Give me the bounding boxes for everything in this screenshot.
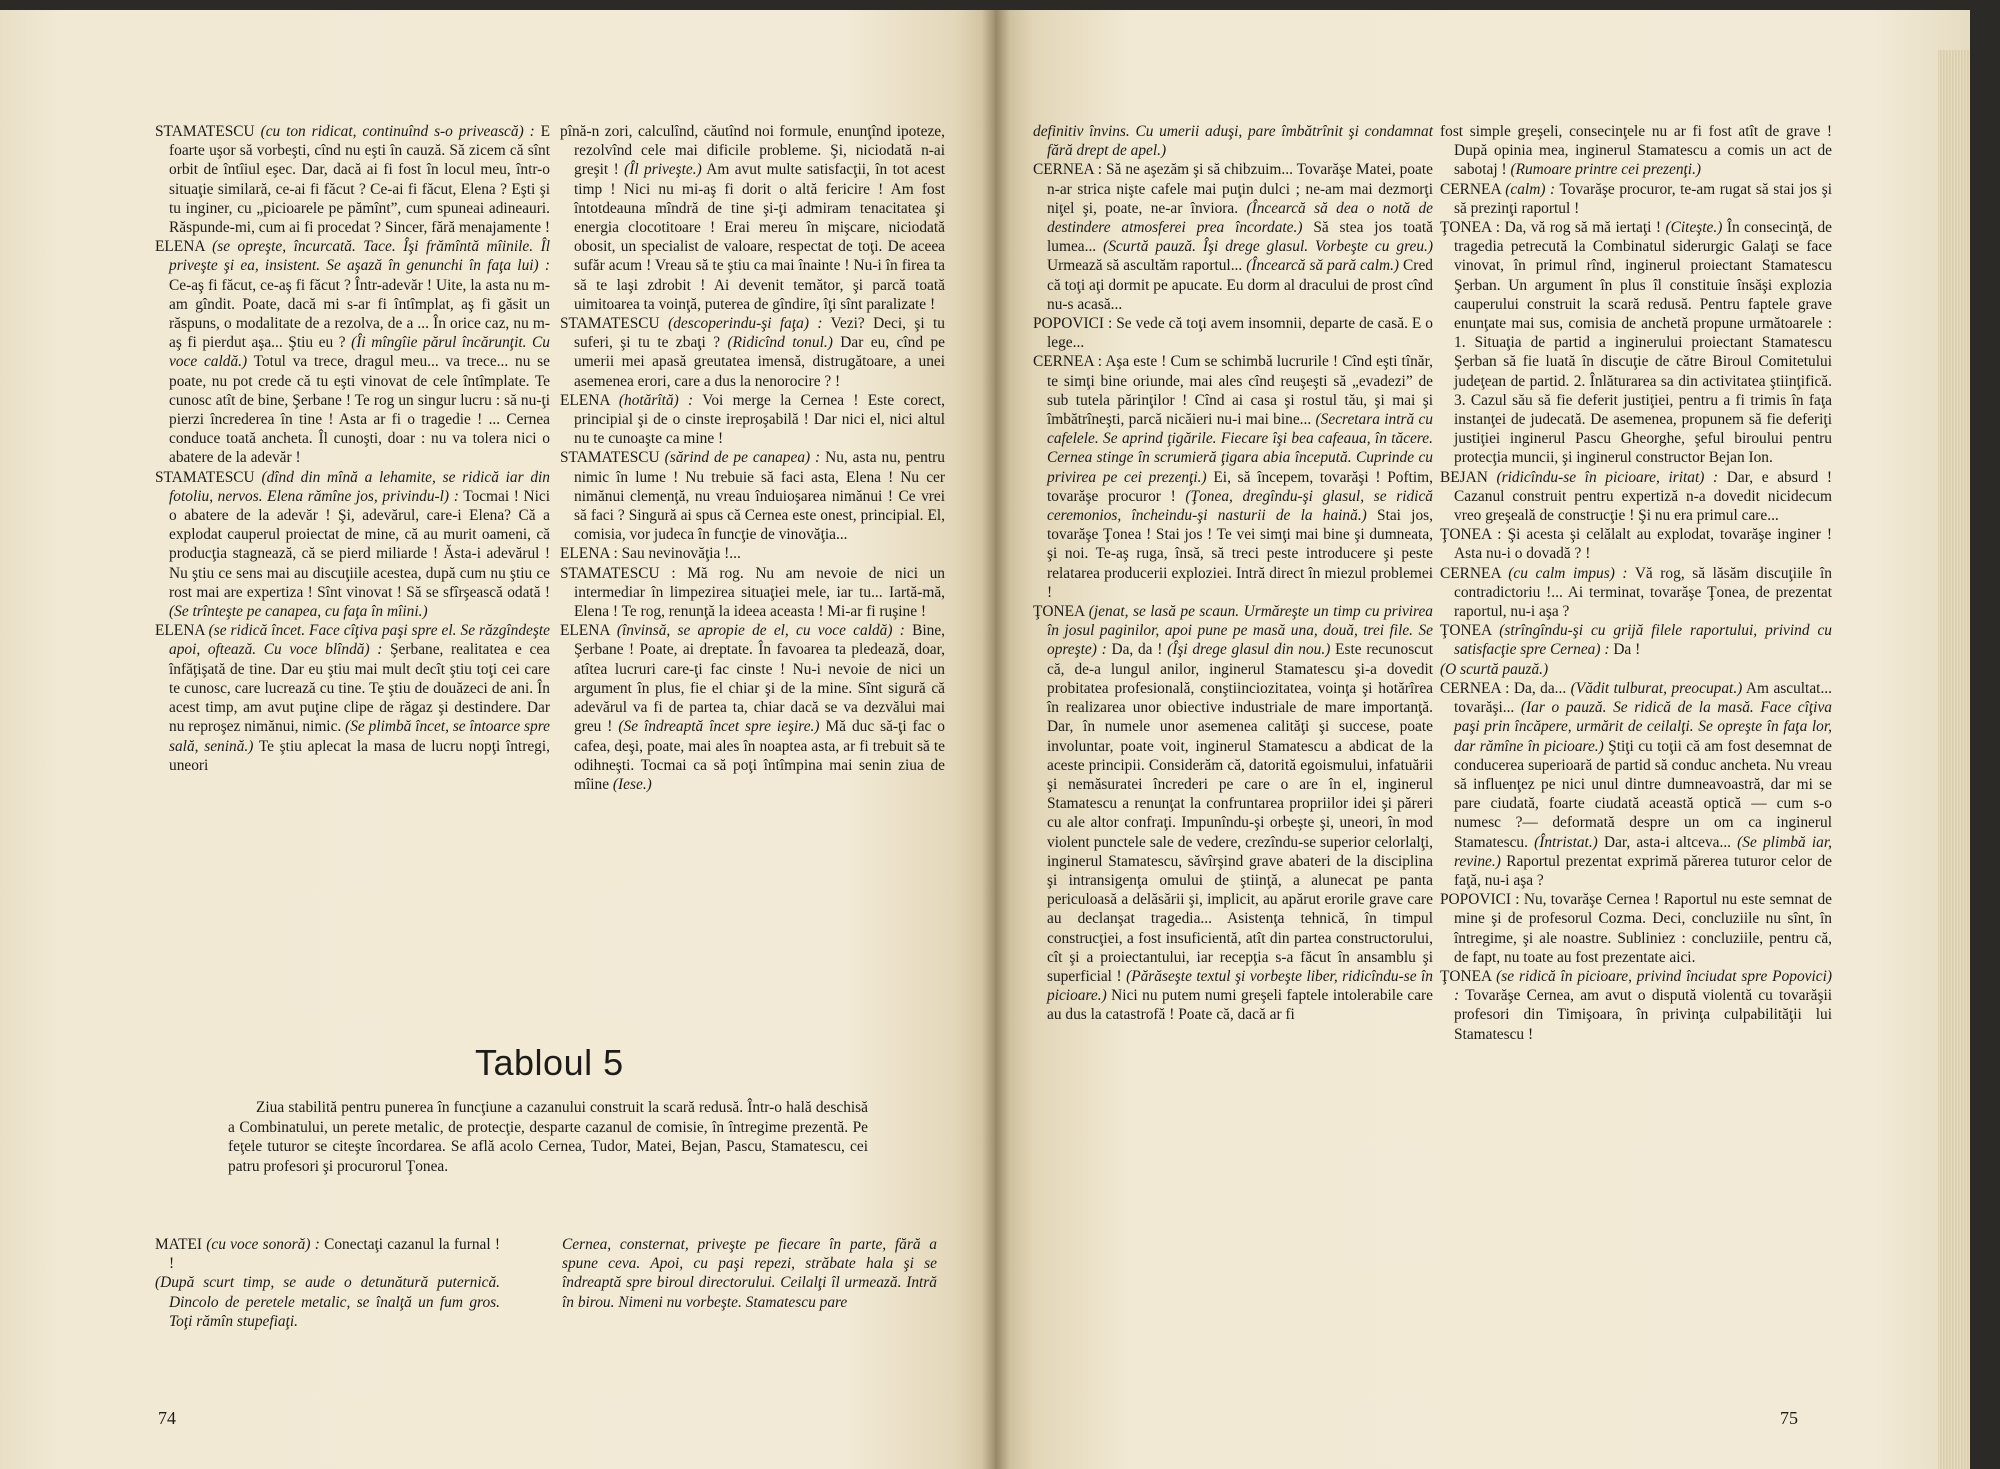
dialogue-paragraph bbox=[1033, 122, 1433, 160]
speaker-name: ELENA bbox=[155, 622, 205, 640]
dialogue-text: Ce-aş fi făcut, ce-aş fi făcut ? Într-adevăr ! Uite, la asta nu m-am gîndit. Poate, dacă mi s-ar fi întîmplat, aş fi găsit un răspuns, o modalitate de a rezolva, de a ... În orice caz, nu m-aş fi pierdut aşa... Ştiu eu ? bbox=[169, 276, 550, 352]
dialogue-paragraph bbox=[1440, 890, 1832, 967]
left-bottom-column-1 bbox=[155, 1235, 500, 1331]
tableau-title: Tabloul 5 bbox=[475, 1042, 624, 1083]
page-number-left: 74 bbox=[158, 1408, 176, 1428]
speaker-name: ŢONEA bbox=[1440, 967, 1492, 985]
dialogue-paragraph bbox=[1440, 564, 1832, 622]
dialogue-text: Dar eu, cînd pe umerii mei apasă greutatea imensă, distrugătoare, a unei asemenea erori, care a dus la nenorocire ? ! bbox=[574, 334, 945, 390]
dialogue-text: Totul va trece, dragul meu... va trece... nu se poate, nu pot crede că tu eşti vinovat de cele întîmplate. Te cunosc atît de bine, Şerbane ! Te rog un singur lucru : să nu-ţi pierzi încrederea în tine ! Asta ar fi o tragedie ! ... Cernea conduce toată ancheta. Îl cunoşti, doar : nu va tolera nici o abatere de la adevăr ! bbox=[169, 353, 550, 467]
dialogue-paragraph bbox=[1033, 352, 1433, 602]
dialogue-text: Tocmai ! Nici o abatere de la adevăr ! Şi, adevărul, care-i Elena? Că a explodat cauperul proiectat de mine, că au murit oameni, că producţia stagnează, că se pierd miliarde ! Ăsta-i adevărul ! Nu ştiu ce sens mai au discuţiile acestea, după cum nu ştiu ce rost mai are expertiza ! Sînt vinovat ! Să se sfîrşească odată ! bbox=[169, 487, 551, 601]
dialogue-paragraph bbox=[1033, 314, 1433, 352]
dialogue-text: Vezi? Deci, şi tu suferi, şi tu te zbaţi ? bbox=[574, 315, 946, 352]
stage-direction: (Citeşte.) bbox=[1665, 219, 1723, 237]
dialogue-text: Da, vă rog să mă iertaţi ! bbox=[1504, 219, 1662, 237]
dialogue-text: Să stea jos toată lumea... bbox=[1047, 219, 1433, 256]
dialogue-text: Te ştiu aplecat la masa de lucru nopţi întregi, uneori bbox=[169, 737, 550, 774]
stage-direction: (Întristat.) bbox=[1534, 833, 1598, 851]
stage-direction: : bbox=[671, 564, 676, 582]
stage-direction: (Părăseşte textul şi vorbeşte liber, ridicîndu-se în picioare.) bbox=[1047, 967, 1433, 1005]
dialogue-text: Ei, să începem, tovarăşi ! Poftim, tovarăşe procuror ! bbox=[1047, 468, 1433, 505]
dialogue-paragraph bbox=[155, 122, 550, 237]
dialogue-text: Mă rog. Nu am nevoie de nici un intermediar în limpezirea situaţiei mele, iar tu... Iartă-mă, Elena ! Te rog, renunţă la ideea aceasta ! Mi-ar fi ruşine ! bbox=[574, 564, 945, 621]
dialogue-text: Da ! bbox=[1613, 641, 1641, 659]
stage-direction: (hotărîtă) : bbox=[618, 391, 694, 409]
stage-direction: : bbox=[1505, 679, 1510, 697]
dialogue-text: Stai jos, tovarăşe Ţonea ! Stai jos ! Te vei simţi mai bine şi dumneata, şi noi. Te-aş ruga, însă, să treci peste introducere şi peste relatarea producerii exploziei. Intră direct în miezul problemei ! bbox=[1047, 507, 1433, 601]
dialogue-paragraph bbox=[1440, 525, 1832, 563]
speaker-name: STAMATESCU bbox=[560, 315, 660, 333]
stage-direction: definitiv învins. Cu umerii aduşi, pare îmbătrînit şi condamnat fără drept de apel.) bbox=[1033, 123, 1433, 160]
dialogue-text: Vă rog, să lăsăm discuţiile în contradictoriu !... Ai terminat, tovarăşe Ţonea, de prezentat raportul, nu-i aşa ? bbox=[1454, 564, 1832, 621]
dialogue-text: Mă duc să-ţi fac o cafea, deşi, poate, mai ales în noaptea asta, ar fi trebuit să te odihneşti. Tocmai ca să poţi întîmpina mai senin ziua de mîine bbox=[574, 718, 945, 793]
dialogue-paragraph bbox=[1440, 468, 1832, 526]
stage-direction: (Se trînteşte pe canapea, cu faţa în mîini.) bbox=[169, 603, 428, 621]
stage-direction: (cu calm impus) : bbox=[1508, 564, 1628, 582]
stage-direction: (Îl priveşte.) bbox=[624, 161, 702, 179]
dialogue-paragraph bbox=[155, 1273, 500, 1331]
stage-direction: (Rumoare printre cei prezenţi.) bbox=[1510, 161, 1702, 179]
stage-direction: (După scurt timp, se aude o detunătură puternică. Dincolo de peretele metalic, se înalţă un fum gros. Toţi rămîn stupefiaţi. bbox=[155, 1274, 500, 1330]
speaker-name: POPOVICI bbox=[1440, 891, 1511, 909]
left-page bbox=[0, 10, 995, 1469]
dialogue-text: În consecinţă, de tragedia petrecută la Combinatul siderurgic Galaţi se face vinovat, în primul rînd, inginerul proiectant Stamatescu Şerban. Un argument în plus îl constituie însăşi explozia cauperului construit la scară redusă. Pentru faptele grave enunţate mai sus, comisia de anchetă propune următoarele : 1. Situaţia de partid a inginerului proiectant Stamatescu Şerban să fie luată în discuţie de către Biroul Comitetului judeţean de partid. 2. Înlăturarea sa din activitatea ştiinţifică. 3. Cazul său să fie deferit justiţiei, pentru a fi trimis în faţa instanţei de judecată. De asemenea, propunem să fie deferiţi justiţiei inginerul Pascu Gheorghe, şeful biroului pentru protecţia muncii, şi inginerul constructor Bejan Ion. bbox=[1454, 219, 1832, 467]
speaker-name: STAMATESCU bbox=[155, 123, 255, 140]
dialogue-text: pînă-n zori, calculînd, căutînd noi formule, enunţînd ipoteze, rezolvînd cele mai dificile probleme. Şi, niciodată n-ai greşit ! bbox=[560, 123, 945, 179]
dialogue-text: Urmează să ascultăm raportul... bbox=[1047, 257, 1243, 275]
dialogue-paragraph bbox=[155, 237, 550, 467]
dialogue-text: Cred că toţi aţi dormit pe apucate. Eu dorm al dracului de prost cînd nu-s acasă... bbox=[1047, 257, 1433, 313]
page-edge bbox=[1938, 50, 1970, 1469]
stage-direction: : bbox=[1515, 891, 1520, 909]
stage-direction: (Îşi drege glasul din nou.) bbox=[1167, 641, 1331, 659]
stage-direction: (Încearcă să pară calm.) bbox=[1246, 257, 1400, 275]
stage-direction: Cernea, consternat, priveşte pe fiecare în parte, fără a spune ceva. Apoi, cu paşi repezi, străbate hala şi se îndreaptă spre biroul directorului. Ceilalţi îl urmează. Intră în birou. Nimeni nu vorbeşte. Stamatescu pare bbox=[562, 1236, 937, 1311]
stage-direction: (sărind de pe canapea) : bbox=[664, 449, 821, 467]
dialogue-text: Raportul prezentat exprimă părerea tuturor celor de faţă, nu-i aşa ? bbox=[1454, 852, 1832, 889]
dialogue-paragraph bbox=[1440, 122, 1832, 180]
stage-direction: (calm) : bbox=[1505, 180, 1556, 198]
dialogue-text: Bine, Şerbane ! Poate, ai dreptate. În favoarea ta pledează, doar, atîtea lucruri care-ţi fac cinste ! Nu-i nevoie de nici un argument în plus, fie el chiar şi de la mine. Sînt sigură că adevărul va fi de partea ta, chiar dacă se va dezvălui mai greu ! bbox=[574, 622, 945, 736]
dialogue-text: Am ascultat... tovarăşi... bbox=[1454, 679, 1832, 717]
dialogue-paragraph bbox=[560, 122, 945, 314]
stage-direction: (Încearcă să dea o notă de destindere atmosferei prea încordate.) bbox=[1047, 199, 1433, 237]
stage-direction: (Iar o pauză. Se ridică de la masă. Face cîţiva paşi prin încăpere, urmărit de ceilalţi. Se opreşte în faţa lor, dar rămîne în picioare.) bbox=[1454, 699, 1832, 755]
dialogue-text: Nu, tovarăşe Cernea ! Raportul nu este semnat de mine şi de profesorul Cozma. Deci, concluziile nu sînt, în întregime, şi ale noastre. Subliniez : concluziile, pentru că, de fapt, nu toate au fost prezentate aici. bbox=[1454, 891, 1832, 966]
stage-direction: : bbox=[1107, 315, 1113, 333]
dialogue-text: Da, da ! bbox=[1111, 641, 1163, 659]
dialogue-paragraph bbox=[560, 391, 945, 449]
stage-direction: (Scurtă pauză. Îşi drege glasul. Vorbeşte cu greu.) bbox=[1103, 238, 1433, 256]
left-column-1 bbox=[155, 122, 550, 775]
dialogue-text: Dar, e absurd ! Cazanul construit pentru expertiză n-a dovedit nicidecum vreo greşeală de construcţie ! Şi nu era primul care... bbox=[1454, 468, 1832, 525]
stage-direction: (Se îndreaptă încet spre ieşire.) bbox=[618, 718, 820, 736]
dialogue-text: Tovarăşe procuror, te-am rugat să stai jos şi să prezinţi raportul ! bbox=[1454, 180, 1832, 217]
stage-direction: (strîngîndu-şi cu grijă filele raportului, privind cu satisfacţie spre Cernea) : bbox=[1454, 622, 1832, 659]
dialogue-paragraph bbox=[155, 468, 550, 622]
left-column-2 bbox=[560, 122, 945, 794]
dialogue-text: Se vede că toţi avem insomnii, departe de casă. E o lege... bbox=[1047, 315, 1433, 352]
stage-direction: (Ridicînd tonul.) bbox=[727, 334, 833, 352]
stage-direction: (Ţonea, dregîndu-şi glasul, se ridică ceremonios, încheindu-şi nasturii de la haină.) bbox=[1047, 487, 1433, 525]
dialogue-paragraph bbox=[155, 621, 550, 775]
speaker-name: BEJAN bbox=[1440, 468, 1488, 486]
stage-direction: : bbox=[1097, 161, 1102, 179]
speaker-name: ŢONEA bbox=[1440, 622, 1492, 640]
dialogue-text: Ştiţi cu toţii că am fost desemnat de conducerea superioară de partid să conduc ancheta. Nu vreau să influenţez pe nici unul dintre dumneavoastră, dar mi se pare ciudată, foarte ciudată această optică — cum s-o numesc ?— deformată despre un om ca inginerul Stamatescu. bbox=[1454, 737, 1833, 851]
stage-direction: (Îi mîngîie părul încărunţit. Cu voce caldă.) bbox=[169, 334, 550, 371]
stage-direction: (cu voce sonoră) : bbox=[206, 1236, 320, 1253]
stage-direction: (O scurtă pauză.) bbox=[1440, 660, 1549, 678]
stage-direction: (ridicîndu-se în picioare, iritat) : bbox=[1496, 468, 1719, 486]
stage-direction: (cu ton ridicat, continuînd s-o privească) : bbox=[260, 123, 535, 140]
stage-direction: (se ridică în picioare, privind înciudat spre Popovici) : bbox=[1454, 967, 1832, 1005]
speaker-name: MATEI bbox=[155, 1236, 203, 1253]
speaker-name: STAMATESCU bbox=[560, 449, 660, 467]
dialogue-text: Să ne aşezăm şi să chibzuim... Tovarăşe Matei, poate n-ar strica nişte cafele mai puţin dulci ; ne-am mai dezmorţi niţel şi, poate, ne-ar înviora. bbox=[1047, 161, 1433, 217]
dialogue-text: Am avut multe satisfacţii, în tot acest timp ! Nici nu mi-aş fi dorit o altă fericire ! Am fost întotdeauna mîndră de tine şi-ţi admiram tenacitatea şi energia clocotitoare ! Erai mereu în mişcare, niciodată obosit, un specialist de valoare, respectat de toţi. De aceea sufăr acum ! Vreau să te ştiu ca mai înainte ! Nu-i în firea ta să te laşi zdrobit ! Ai devenit temător, şi parcă toată uimitoarea ta voinţă, puterea de gîndire, îţi sînt paralizate ! bbox=[574, 161, 945, 313]
stage-direction: (descoperindu-şi faţa) : bbox=[668, 315, 823, 333]
dialogue-text: E foarte uşor să vorbeşti, cînd nu eşti în cauză. Să zicem că sînt orbit de întîiul eşec. Dar, dacă ai fi fost în locul meu, într-o situaţie similară, ce-ai fi făcut ? Ce-ai fi făcut, Elena ? Eşti şi tu inginer, cu „picioarele pe pămînt”, cum spuneai adineauri. Răspunde-mi, cum ai fi procedat ? Sincer, fără menajamente ! bbox=[169, 123, 550, 237]
stage-direction: (se ridică încet. Face cîţiva paşi spre el. Se răzgîndeşte apoi, oftează. Cu voce blîndă) : bbox=[169, 622, 550, 659]
dialogue-text: Este recunoscut că, de-a lungul anilor, inginerul Stamatescu şi-a dovedit probitatea profesională, conştiinciozitatea, voinţa şi hotărîrea în realizarea unor obiective industriale de mare importanţă. Dar, în numele unor asemenea calităţi şi succese, poate involuntar, poate voit, inginerul Stamatescu a abdicat de la aceste principii. Considerăm că, datorită egoismului, infatuării şi nemăsuratei încrederi pe care o are în el, inginerul Stamatescu a renunţat la confruntarea propriilor idei şi păreri cu ale altor confraţi. Impunîndu-şi orbeşte şi, uneori, în mod violent punctele sale de vedere, crezîndu-se superior celorlalţi, inginerul Stamatescu, săvîrşind grave abateri de la disciplina şi intransigenţa omului de ştiinţă, a alunecat pe panta periculoasă a delăsării şi, implicit, au apărut erorile grave care au declanşat tragedia... Asistenţa tehnică, în timpul construcţiei, a fost insuficientă, atît din partea constructorului, cît şi a proiectantului, iar recepţia s-a făcut în ansamblu şi superficial ! bbox=[1047, 641, 1433, 985]
stage-direction: (jenat, se lasă pe scaun. Urmăreşte un timp cu privirea în josul paginilor, apoi pune pe masă una, două, trei file. Se opreşte) : bbox=[1047, 603, 1433, 659]
dialogue-paragraph bbox=[1440, 621, 1832, 659]
speaker-name: CERNEA bbox=[1033, 353, 1094, 371]
stage-direction: : bbox=[613, 545, 618, 563]
dialogue-text: Dar, asta-i altceva... bbox=[1603, 833, 1732, 851]
dialogue-text: fost simple greşeli, consecinţele nu ar fi fost atît de grave ! După opinia mea, inginerul Stamatescu a comis un act de sabotaj ! bbox=[1440, 123, 1832, 179]
dialogue-text: Tovarăşe Cernea, am avut o dispută violentă cu tovarăşii profesori din Timişoara, în privinţa culpabilităţii lui Stamatescu ! bbox=[1454, 987, 1832, 1043]
dialogue-text: Voi merge la Cernea ! Este corect, principial şi de o cinste ireproşabilă ! Dar nici el, nici altul nu te cunoaşte ca mine ! bbox=[574, 391, 945, 448]
speaker-name: ŢONEA bbox=[1440, 526, 1492, 544]
tableau-intro-text: Ziua stabilită pentru punerea în funcţiune a cazanului construit la scară redusă. Într-o hală deschisă a Combinatului, un perete metalic, de protecţie, desparte cazanul de comisie, în întregime prezentă. Pe feţele tuturor se citeşte încordarea. Se află acolo Cernea, Tudor, Matei, Bejan, Pascu, Stamatescu, cei patru profesori şi procurorul Ţonea. bbox=[228, 1099, 868, 1175]
speaker-name: CERNEA bbox=[1440, 180, 1501, 198]
page-number-right: 75 bbox=[1780, 1408, 1798, 1428]
speaker-name: CERNEA bbox=[1440, 679, 1501, 697]
dialogue-paragraph bbox=[1440, 660, 1832, 679]
right-column-1 bbox=[1033, 122, 1433, 1025]
speaker-name: STAMATESCU bbox=[155, 468, 255, 486]
stage-direction: : bbox=[1495, 219, 1501, 237]
speaker-name: ŢONEA bbox=[1440, 219, 1492, 237]
left-bottom-column-2 bbox=[562, 1235, 937, 1312]
stage-direction: (dînd din mînă a lehamite, se ridică iar din fotoliu, nervos. Elena rămîne jos, privindu-l) : bbox=[169, 468, 551, 505]
stage-direction: (învinsă, se apropie de el, cu voce caldă) : bbox=[616, 622, 905, 640]
stage-direction: : bbox=[1097, 353, 1103, 371]
dialogue-paragraph bbox=[1033, 160, 1433, 314]
dialogue-text: Nu, asta nu, pentru nimic în lume ! Nu trebuie să faci asta, Elena ! Nu cer nimănui clemenţă, nu vreau înduioşarea nimănui ! Ce vrei să faci ? Singură ai spus că Cernea este onest, principial. El, comisia, vor judeca în funcţie de vinovăţia... bbox=[574, 449, 945, 544]
stage-direction: (Secretara intră cu cafelele. Se aprind ţigările. Fiecare îşi bea cafeaua, în tăcere. Cernea stinge în scrumieră ţigara abia începută. Cuprinde cu privirea pe cei prezenţi.) bbox=[1047, 411, 1433, 486]
dialogue-paragraph bbox=[560, 621, 945, 794]
dialogue-text: Conectaţi cazanul la furnal ! ! bbox=[169, 1236, 500, 1273]
speaker-name: STAMATESCU bbox=[560, 564, 660, 582]
stage-direction: (se opreşte, încurcată. Tace. Îşi frămîntă mîinile. Îl priveşte şi ea, insistent. Se aşază în genunchi în faţa lui) : bbox=[169, 238, 550, 275]
dialogue-text: Da, da... bbox=[1513, 679, 1567, 697]
dialogue-paragraph bbox=[560, 544, 945, 563]
dialogue-text: Nici nu putem numi greşeli faptele intolerabile care au dus la catastrofă ! Poate că, dacă ar fi bbox=[1047, 987, 1433, 1024]
dialogue-paragraph bbox=[1440, 180, 1832, 218]
dialogue-paragraph bbox=[155, 1235, 500, 1273]
speaker-name: ELENA bbox=[560, 545, 610, 563]
stage-direction: (Se plimbă încet, se întoarce spre sală, senină.) bbox=[169, 718, 550, 755]
dialogue-text: Şerbane, realitatea e cea înfăţişată de tine. Dar eu ştiu mai mult decît ştiu toţi cei care te cunosc, care lucrează cu tine. Te ştiu de douăzeci de ani. În acest timp, am avut puţine clipe de răgaz şi destindere. Dar nu reproşez nimănui, nimic. bbox=[169, 641, 550, 736]
speaker-name: ELENA bbox=[560, 622, 610, 640]
dialogue-paragraph bbox=[1440, 967, 1832, 1044]
speaker-name: CERNEA bbox=[1033, 161, 1094, 179]
stage-direction: (Vădit tulburat, preocupat.) bbox=[1570, 679, 1743, 697]
speaker-name: ŢONEA bbox=[1033, 603, 1085, 621]
stage-direction: (Iese.) bbox=[612, 775, 652, 793]
dialogue-paragraph bbox=[1440, 218, 1832, 468]
book-gutter bbox=[982, 10, 1010, 1469]
tableau-intro bbox=[228, 1098, 868, 1176]
dialogue-paragraph bbox=[560, 448, 945, 544]
stage-direction: (Se plimbă iar, revine.) bbox=[1454, 833, 1832, 870]
right-column-2 bbox=[1440, 122, 1832, 1044]
dialogue-paragraph bbox=[560, 564, 945, 622]
speaker-name: ELENA bbox=[155, 238, 205, 256]
dialogue-text: Şi acesta şi celălalt au explodat, tovarăşe inginer ! Asta nu-i o dovadă ? ! bbox=[1454, 526, 1832, 563]
right-page bbox=[995, 10, 1970, 1469]
speaker-name: CERNEA bbox=[1440, 564, 1501, 582]
dialogue-paragraph bbox=[1440, 679, 1832, 890]
dialogue-paragraph bbox=[560, 314, 945, 391]
speaker-name: ELENA bbox=[560, 391, 610, 409]
dialogue-text: Aşa este ! Cum se schimbă lucrurile ! Cînd eşti tînăr, te simţi bine oriunde, mai ales cînd reuşeşti să „evadezi” de sub tutela părinţilor ! Cînd ai casa şi rostul tău, şi mai şi îmbătrîneşti, parcă nicăieri nu-i mai bine... bbox=[1047, 353, 1433, 429]
speaker-name: POPOVICI bbox=[1033, 315, 1104, 333]
dialogue-text: Sau nevinovăţia !... bbox=[621, 545, 741, 563]
dialogue-paragraph bbox=[1033, 602, 1433, 1024]
stage-direction: : bbox=[1497, 526, 1502, 544]
